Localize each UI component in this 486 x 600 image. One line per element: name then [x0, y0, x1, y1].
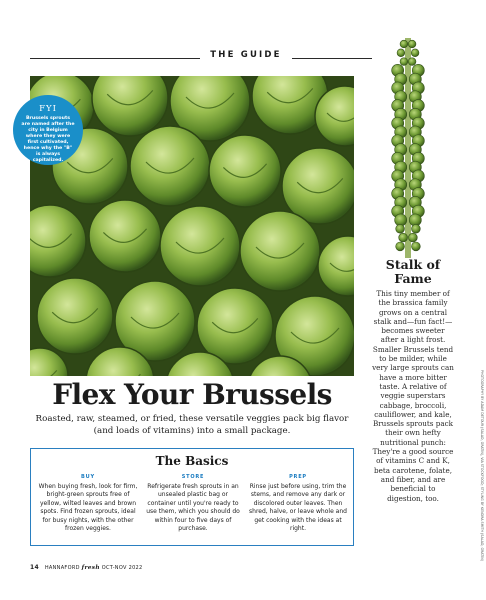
stalk-sprout-shape	[408, 40, 416, 48]
fyi-text: Brussels sprouts are named after the city in Belgium where they were first cultivated, hence why the "B" is always capitalized.	[21, 116, 75, 163]
article-deck: Roasted, raw, steamed, or fried, these versatile veggies pack big flavor (and loads of vitamins) into a small package.	[35, 414, 349, 436]
section-title: THE GUIDE	[210, 50, 282, 60]
stalk-sprout-shape	[399, 233, 408, 242]
basics-column-prep	[248, 474, 348, 533]
stalk-sprout-shape	[411, 49, 419, 57]
stalk-sprout-shape	[409, 233, 418, 242]
stalk-sprout-shape	[412, 242, 421, 251]
header-rule-left	[30, 58, 200, 59]
page-number: 14	[30, 564, 39, 571]
fyi-badge	[13, 95, 83, 165]
sprout-shape	[240, 211, 320, 291]
basics-column-buy	[38, 474, 138, 533]
header-rule-right	[292, 58, 372, 59]
photo-credit	[478, 370, 486, 561]
article-headline: Flex Your Brussels	[52, 378, 332, 411]
sprout-shape	[209, 135, 281, 207]
issue-date: OCT-NOV 2022	[101, 565, 143, 571]
sidebar-body: This tiny member of the brassica family grows on a central stalk and—fun fact!—becomes sweeter after a light frost. Smaller Brussels tend to be milder, while very large sprouts can have a more bitter taste. A relative of veggie superstars cabbage, broccoli, cauliflower, and kale, Brussels sprouts pack their own hefty nutritional punch: They're a good source of vitamins C and K, beta carotene, folate, and fiber, and are beneficial to digestion, too.	[372, 289, 454, 503]
sprout-shape	[130, 126, 210, 206]
basics-title: The Basics	[155, 454, 229, 468]
column-text: Rinse just before using, trim the stems, and remove any dark or discolored outer leaves. Then shred, halve, or leave whole and get cooking with the ideas at right.	[249, 483, 347, 533]
column-text: Refrigerate fresh sprouts in an unsealed plastic bag or container until you're ready to use them, which you should do within four to five days of purchase.	[146, 483, 240, 533]
photo-credit-text: PHOTOGRAPHY BY ADAM DETOUR (SALAD, GRATIN), VIA STOCKFOOD; STYLING BY KENDRA SMITH (SALAD, GRATIN)	[480, 370, 484, 561]
brand-name: fresh	[81, 565, 100, 571]
stalk-sprout-shape	[397, 49, 405, 57]
sprout-shape	[89, 200, 161, 272]
stalk-sprout-shape	[400, 58, 408, 66]
stalk-sprout-shape	[400, 40, 408, 48]
sidebar-title: Stalk of Fame	[385, 257, 441, 286]
column-text: When buying fresh, look for firm, bright-green sprouts free of yellow, wilted leaves and brown spots. Find frozen sprouts, ideal for busy nights, with the other frozen veggies.	[38, 483, 138, 533]
stalk-sprout-shape	[396, 224, 405, 233]
column-heading: PREP	[289, 474, 307, 480]
page-footer	[30, 564, 143, 571]
stalk-sprout-shape	[396, 242, 405, 251]
sprout-shape	[37, 278, 113, 354]
basics-column-store	[143, 474, 243, 533]
column-heading: BUY	[81, 474, 95, 480]
sprout-shape	[160, 206, 240, 286]
brussels-stalk-photo	[378, 38, 438, 258]
stalk-sprout-shape	[408, 58, 416, 66]
basics-box	[30, 448, 354, 546]
stalk-illustration	[378, 38, 438, 258]
column-heading: STORE	[181, 474, 205, 480]
stalk-sprout-shape	[412, 224, 421, 233]
fyi-label: FYI	[39, 104, 57, 114]
brand-prefix: HANNAFORD	[44, 565, 80, 571]
